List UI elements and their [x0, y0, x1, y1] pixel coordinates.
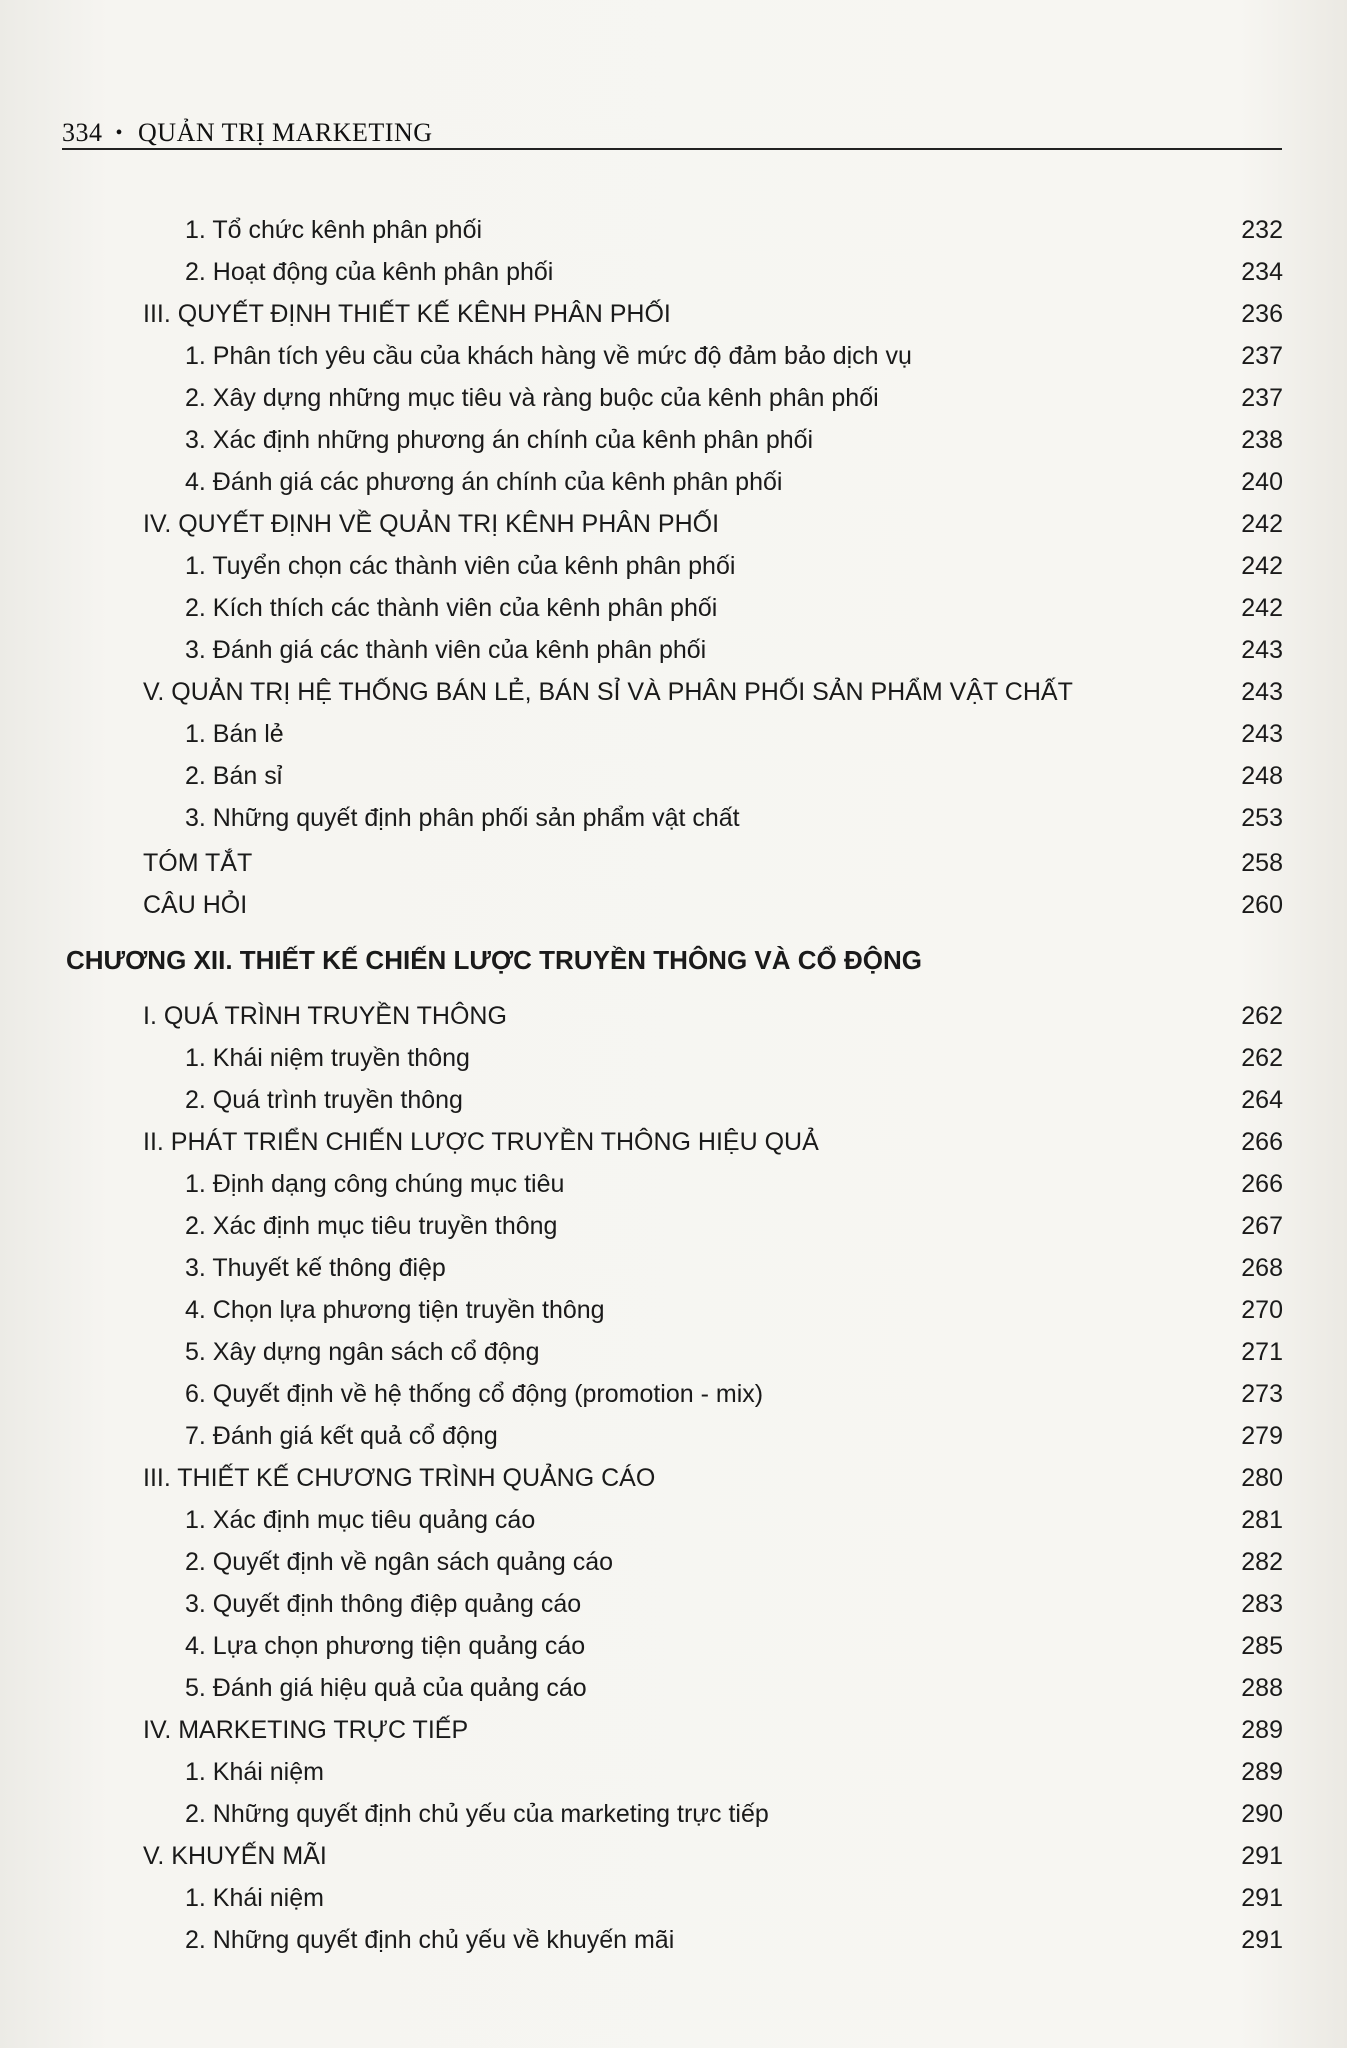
toc-item-entry [0, 1250, 1347, 1286]
toc-entry-title: 2. Quá trình truyền thông [185, 1086, 463, 1114]
toc-entry-title: 1. Khái niệm truyền thông [185, 1044, 470, 1072]
toc-entry-page: 273 [1241, 1380, 1283, 1408]
toc-entry-page: 242 [1241, 594, 1283, 622]
toc-entry-page: 289 [1241, 1716, 1283, 1744]
toc-entry-title: 1. Tuyển chọn các thành viên của kênh phân phối [185, 552, 736, 580]
toc-entry-title: 1. Phân tích yêu cầu của khách hàng về mức độ đảm bảo dịch vụ [185, 342, 912, 370]
toc-entry-page: 260 [1241, 891, 1283, 919]
toc-item-entry [0, 1334, 1347, 1370]
toc-item-entry [0, 1670, 1347, 1706]
toc-entry-title: 1. Bán lẻ [185, 720, 284, 748]
toc-entry-title: 1. Tổ chức kênh phân phối [185, 216, 483, 244]
toc-entry-page: 291 [1241, 1842, 1283, 1870]
toc-item-entry [0, 1544, 1347, 1580]
toc-entry-page: 243 [1241, 636, 1283, 664]
toc-entry-title: 4. Đánh giá các phương án chính của kênh phân phối [185, 468, 783, 496]
toc-entry-title: 7. Đánh giá kết quả cổ động [185, 1422, 498, 1450]
toc-item-entry [0, 380, 1347, 416]
toc-section-entry [0, 1124, 1347, 1160]
toc-entry-title: IV. QUYẾT ĐỊNH VỀ QUẢN TRỊ KÊNH PHÂN PHỐI [143, 510, 720, 538]
toc-item-entry [0, 254, 1347, 290]
toc-item-entry [0, 422, 1347, 458]
toc-section-entry [0, 506, 1347, 542]
toc-entry-title: 3. Đánh giá các thành viên của kênh phân phối [185, 636, 707, 664]
toc-entry-page: 253 [1241, 804, 1283, 832]
toc-entry-title: 3. Quyết định thông điệp quảng cáo [185, 1590, 582, 1618]
toc-item-entry [0, 1082, 1347, 1118]
toc-entry-page: 238 [1241, 426, 1283, 454]
toc-entry-page: 262 [1241, 1002, 1283, 1030]
toc-entry-page: 271 [1241, 1338, 1283, 1366]
toc-entry-title: 1. Khái niệm [185, 1884, 324, 1912]
toc-section-entry [0, 674, 1347, 710]
toc-entry-page: 232 [1241, 216, 1283, 244]
toc-entry-title: TÓM TẮT [143, 849, 253, 877]
toc-entry-page: 290 [1241, 1800, 1283, 1828]
toc-entry-title: IV. MARKETING TRỰC TIẾP [143, 1716, 469, 1744]
toc-entry-page: 270 [1241, 1296, 1283, 1324]
header-page-number: 334 [62, 118, 103, 147]
toc-entry-title: 2. Xây dựng những mục tiêu và ràng buộc của kênh phân phối [185, 384, 879, 412]
toc-item-entry [0, 464, 1347, 500]
toc-entry-page: 283 [1241, 1590, 1283, 1618]
toc-section-entry [0, 1838, 1347, 1874]
toc-entry-page: 266 [1241, 1128, 1283, 1156]
toc-item-entry [0, 1628, 1347, 1664]
toc-item-entry [0, 800, 1347, 836]
toc-entry-title: 4. Chọn lựa phương tiện truyền thông [185, 1296, 605, 1324]
toc-entry-page: 266 [1241, 1170, 1283, 1198]
toc-entry-page: 258 [1241, 849, 1283, 877]
toc-entry-title: 2. Quyết định về ngân sách quảng cáo [185, 1548, 614, 1576]
toc-entry-title: III. THIẾT KẾ CHƯƠNG TRÌNH QUẢNG CÁO [143, 1464, 656, 1492]
toc-entry-title: V. QUẢN TRỊ HỆ THỐNG BÁN LẺ, BÁN SỈ VÀ PHÂN PHỐI SẢN PHẨM VẬT CHẤT [143, 678, 1073, 706]
toc-entry-title: 3. Những quyết định phân phối sản phẩm vật chất [185, 804, 740, 832]
toc-section-entry [0, 845, 1347, 881]
toc-item-entry [0, 212, 1347, 248]
toc-entry-page: 234 [1241, 258, 1283, 286]
toc-entry-page: 243 [1241, 678, 1283, 706]
toc-entry-page: 264 [1241, 1086, 1283, 1114]
toc-entry-title: CHƯƠNG XII. THIẾT KẾ CHIẾN LƯỢC TRUYỀN THÔNG VÀ CỔ ĐỘNG [66, 945, 922, 975]
toc-entry-page: 289 [1241, 1758, 1283, 1786]
toc-item-entry [0, 1208, 1347, 1244]
toc-entry-page: 262 [1241, 1044, 1283, 1072]
toc-item-entry [0, 632, 1347, 668]
toc-entry-page: 282 [1241, 1548, 1283, 1576]
toc-entry-title: CÂU HỎI [143, 891, 248, 919]
toc-entry-title: 4. Lựa chọn phương tiện quảng cáo [185, 1632, 586, 1660]
toc-item-entry [0, 1796, 1347, 1832]
toc-entry-page: 248 [1241, 762, 1283, 790]
toc-entry-page: 285 [1241, 1632, 1283, 1660]
toc-entry-page: 291 [1241, 1884, 1283, 1912]
toc-item-entry [0, 1880, 1347, 1916]
toc-section-entry [0, 998, 1347, 1034]
toc-entry-title: III. QUYẾT ĐỊNH THIẾT KẾ KÊNH PHÂN PHỐI [143, 300, 671, 328]
toc-entry-page: 243 [1241, 720, 1283, 748]
toc-entry-page: 281 [1241, 1506, 1283, 1534]
toc-item-entry [0, 1040, 1347, 1076]
toc-item-entry [0, 1166, 1347, 1202]
toc-item-entry [0, 548, 1347, 584]
toc-entry-title: 5. Đánh giá hiệu quả của quảng cáo [185, 1674, 587, 1702]
toc-entry-page: 267 [1241, 1212, 1283, 1240]
toc-chapter-heading [0, 942, 1347, 978]
toc-entry-page: 237 [1241, 342, 1283, 370]
toc-entry-page: 280 [1241, 1464, 1283, 1492]
toc-entry-title: 2. Xác định mục tiêu truyền thông [185, 1212, 558, 1240]
toc-entry-title: 3. Thuyết kế thông điệp [185, 1254, 446, 1282]
toc-entry-page: 237 [1241, 384, 1283, 412]
toc-entry-page: 288 [1241, 1674, 1283, 1702]
toc-entry-title: 6. Quyết định về hệ thống cổ động (promotion - mix) [185, 1380, 764, 1408]
toc-section-entry [0, 1460, 1347, 1496]
toc-item-entry [0, 590, 1347, 626]
toc-entry-title: 2. Kích thích các thành viên của kênh phân phối [185, 594, 718, 622]
toc-item-entry [0, 1418, 1347, 1454]
toc-item-entry [0, 1922, 1347, 1958]
toc-section-entry [0, 296, 1347, 332]
toc-entry-title: 1. Khái niệm [185, 1758, 324, 1786]
toc-item-entry [0, 1376, 1347, 1412]
header-rule [62, 148, 1282, 150]
toc-entry-title: 3. Xác định những phương án chính của kênh phân phối [185, 426, 814, 454]
toc-entry-page: 236 [1241, 300, 1283, 328]
header-book-title: QUẢN TRỊ MARKETING [138, 118, 433, 147]
toc-item-entry [0, 1754, 1347, 1790]
toc-item-entry [0, 1586, 1347, 1622]
toc-entry-title: II. PHÁT TRIỂN CHIẾN LƯỢC TRUYỀN THÔNG HIỆU QUẢ [143, 1128, 819, 1156]
toc-entry-title: V. KHUYẾN MÃI [143, 1842, 327, 1870]
toc-entry-page: 268 [1241, 1254, 1283, 1282]
toc-item-entry [0, 758, 1347, 794]
toc-entry-title: 2. Bán sỉ [185, 762, 283, 790]
toc-entry-title: 5. Xây dựng ngân sách cổ động [185, 1338, 540, 1366]
toc-section-entry [0, 1712, 1347, 1748]
header-bullet: • [115, 122, 124, 144]
toc-item-entry [0, 1502, 1347, 1538]
toc-entry-page: 242 [1241, 510, 1283, 538]
toc-entry-page: 291 [1241, 1926, 1283, 1954]
toc-entry-title: 1. Xác định mục tiêu quảng cáo [185, 1506, 536, 1534]
toc-entry-title: 2. Những quyết định chủ yếu của marketing trực tiếp [185, 1800, 769, 1828]
toc-item-entry [0, 1292, 1347, 1328]
toc-entry-title: 2. Những quyết định chủ yếu về khuyến mãi [185, 1926, 675, 1954]
toc-item-entry [0, 716, 1347, 752]
toc-entry-page: 240 [1241, 468, 1283, 496]
running-header [62, 118, 433, 148]
toc-section-entry [0, 887, 1347, 923]
toc-entry-page: 242 [1241, 552, 1283, 580]
toc-entry-page: 279 [1241, 1422, 1283, 1450]
toc-item-entry [0, 338, 1347, 374]
toc-entry-title: 1. Định dạng công chúng mục tiêu [185, 1170, 565, 1198]
toc-entry-title: I. QUÁ TRÌNH TRUYỀN THÔNG [143, 1002, 507, 1030]
toc-entry-title: 2. Hoạt động của kênh phân phối [185, 258, 554, 286]
